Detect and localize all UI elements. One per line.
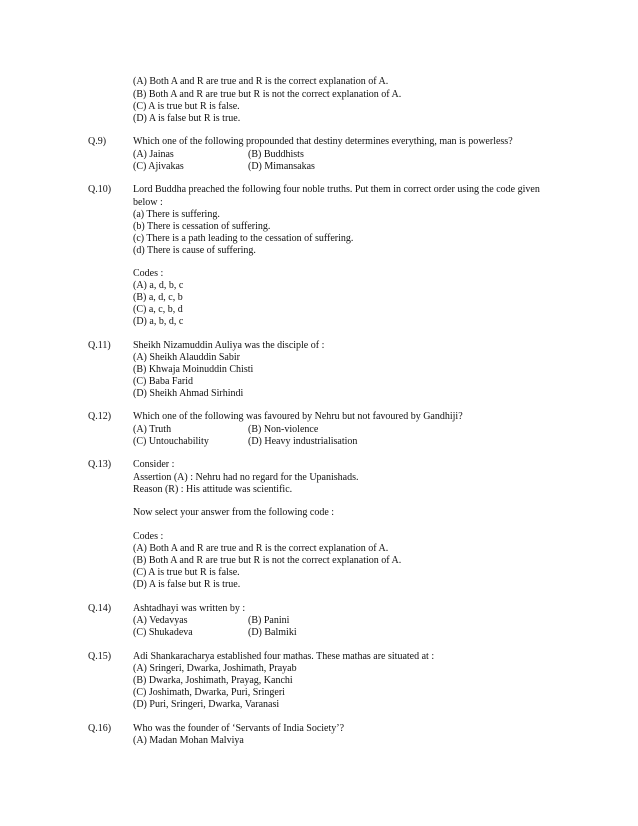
question-number: Q.10) <box>88 184 112 195</box>
question-text: Adi Shankaracharya established four mathas. These mathas are situated at : <box>133 651 435 662</box>
intro-option-d: (D) A is false but R is true. <box>133 113 241 124</box>
option-c: (C) Ajivakas <box>133 161 184 172</box>
question-text: Sheikh Nizamuddin Auliya was the disciple of : <box>133 340 325 351</box>
option-b: (B) Khwaja Moinuddin Chisti <box>133 364 254 375</box>
question-number: Q.9) <box>88 136 107 147</box>
question-text-line-2: below : <box>133 197 163 208</box>
statement-a: (a) There is suffering. <box>133 209 220 220</box>
question-number: Q.16) <box>88 723 112 734</box>
option-d: (D) Mimansakas <box>248 161 315 172</box>
code-a: (A) Both A and R are true and R is the correct explanation of A. <box>133 543 389 554</box>
option-a: (A) Truth <box>133 424 172 435</box>
option-c: (C) Untouchability <box>133 436 209 447</box>
question-text: Which one of the following was favoured by Nehru but not favoured by Gandhiji? <box>133 411 463 422</box>
option-d: (D) Puri, Sringeri, Dwarka, Varanasi <box>133 699 280 710</box>
option-d: (D) Balmiki <box>248 627 297 638</box>
option-d: (D) Sheikh Ahmad Sirhindi <box>133 388 244 399</box>
option-b: (B) Panini <box>248 615 290 626</box>
code-c: (C) A is true but R is false. <box>133 567 240 578</box>
option-c: (C) Joshimath, Dwarka, Puri, Sringeri <box>133 687 285 698</box>
option-c: (C) Baba Farid <box>133 376 193 387</box>
option-a: (A) Vedavyas <box>133 615 188 626</box>
question-text: Who was the founder of ‘Servants of India Society’? <box>133 723 345 734</box>
option-a: (A) Madan Mohan Malviya <box>133 735 244 746</box>
question-number: Q.11) <box>88 340 111 351</box>
intro-option-b: (B) Both A and R are true but R is not the correct explanation of A. <box>133 89 402 100</box>
question-number: Q.12) <box>88 411 112 422</box>
question-number: Q.14) <box>88 603 112 614</box>
codes-label: Codes : <box>133 531 164 542</box>
statement-b: (b) There is cessation of suffering. <box>133 221 271 232</box>
option-a: (A) Jainas <box>133 149 174 160</box>
question-number: Q.13) <box>88 459 112 470</box>
option-c: (C) Shukadeva <box>133 627 193 638</box>
code-c: (C) a, c, b, d <box>133 304 183 315</box>
code-b: (B) a, d, c, b <box>133 292 183 303</box>
intro-option-a: (A) Both A and R are true and R is the correct explanation of A. <box>133 76 389 87</box>
statement-d: (d) There is cause of suffering. <box>133 245 256 256</box>
question-text: Which one of the following propounded that destiny determines everything, man is powerless? <box>133 136 513 147</box>
reason: Reason (R) : His attitude was scientific. <box>133 484 293 495</box>
option-b: (B) Non-violence <box>248 424 319 435</box>
intro-option-c: (C) A is true but R is false. <box>133 101 240 112</box>
option-a: (A) Sheikh Alauddin Sabir <box>133 352 240 363</box>
code-d: (D) a, b, d, c <box>133 316 184 327</box>
option-d: (D) Heavy industrialisation <box>248 436 358 447</box>
instruction: Now select your answer from the following code : <box>133 507 335 518</box>
question-text: Ashtadhayi was written by : <box>133 603 246 614</box>
codes-label: Codes : <box>133 268 164 279</box>
option-b: (B) Buddhists <box>248 149 304 160</box>
code-a: (A) a, d, b, c <box>133 280 184 291</box>
statement-c: (c) There is a path leading to the cessation of suffering. <box>133 233 354 244</box>
code-d: (D) A is false but R is true. <box>133 579 241 590</box>
question-number: Q.15) <box>88 651 112 662</box>
option-b: (B) Dwarka, Joshimath, Prayag, Kanchi <box>133 675 293 686</box>
option-a: (A) Sringeri, Dwarka, Joshimath, Prayab <box>133 663 297 674</box>
question-text-line-1: Lord Buddha preached the following four noble truths. Put them in correct order using the code given <box>133 184 540 195</box>
code-b: (B) Both A and R are true but R is not the correct explanation of A. <box>133 555 402 566</box>
assertion: Assertion (A) : Nehru had no regard for the Upanishads. <box>133 472 359 483</box>
question-text: Consider : <box>133 459 175 470</box>
